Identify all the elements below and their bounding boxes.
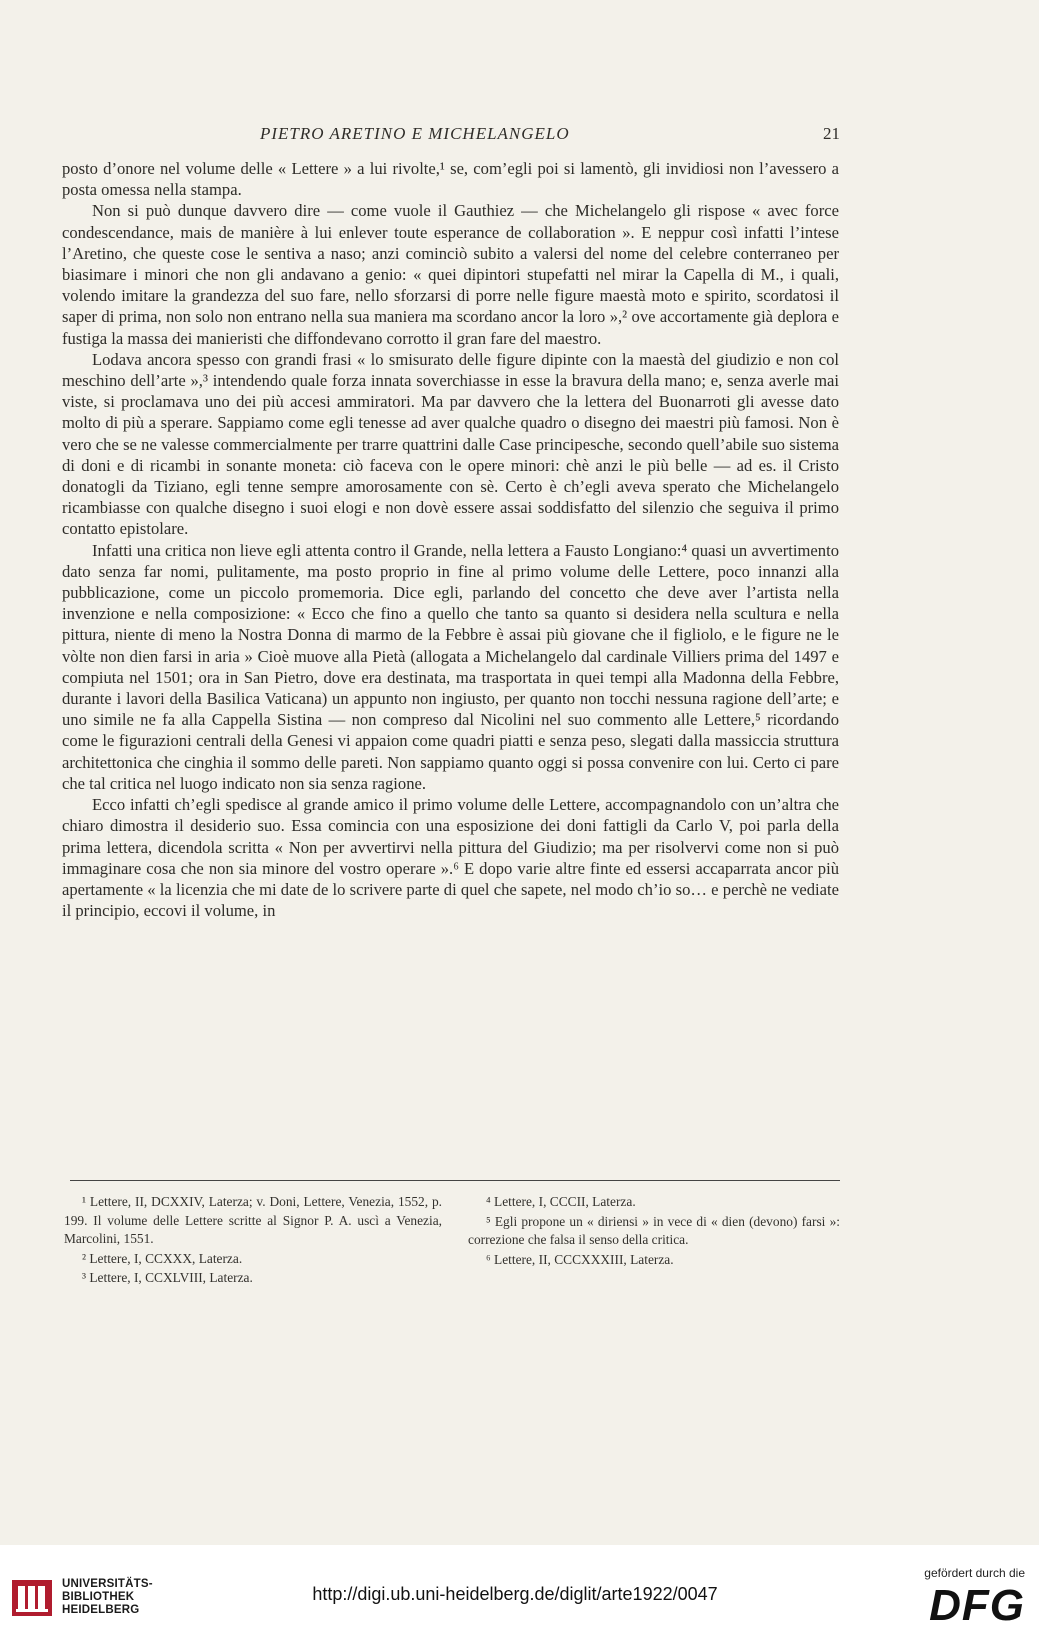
- viewer-footer: [0, 1548, 1039, 1631]
- paragraph: Non si può dunque davvero dire — come vuole il Gauthiez — che Michelangelo gli rispose « avec force condescendance, mais de manière à lui enlever toute esperance de collaboration ». E neppur così infatti l’intese l’Aretino, che queste cose le sentiva a naso; anzi cominciò subito a valersi del nome del celebre conterraneo per biasimare i minori che non gli andavano a genio: « quei dipintori stupefatti nel mirar la Capella di M., i quali, volendo imitare la grandezza del suo fare, nello sforzarsi di porre nelle figure maestà moto e spirito, scordatosi il saper di prima, non solo non entrano nella sua maniera ma scordano ancor la loro »,² ove accortamente già deplora e fustiga la massa dei manieristi che diffondevano corrotto il gran fare del maestro.: [62, 201, 839, 348]
- footnotes-left-column: [64, 1193, 442, 1289]
- footnote-rule: [70, 1180, 840, 1181]
- footnote: ³ Lettere, I, CCXLVIII, Laterza.: [82, 1270, 253, 1286]
- footnote: ¹ Lettere, II, DCXXIV, Laterza; v. Doni, Lettere, Venezia, 1552, p. 199. Il volume delle Lettere scritte al Signor P. A. uscì a Venezia, Marcolini, 1551.: [64, 1194, 442, 1247]
- page-header: [60, 124, 840, 148]
- university-library-logo[interactable]: [10, 1574, 180, 1624]
- library-name: [62, 1578, 153, 1617]
- paragraph: Lodava ancora spesso con grandi frasi « lo smisurato delle figure dipinte con la maestà del giudizio e non col meschino dell’arte »,³ intendendo quale forza innata soverchiasse in esse la bravura della mano; e, senza averle mai viste, si proclamava uno dei più accesi ammiratori. Ma par davvero che la lettera del Buonarroti gli avesse dato molto di più a sperare. Sappiamo come egli tenesse ad aver qualche quadro o disegno dei maestri più famosi. Non è vero che se ne valesse commercialmente per trarre quattrini dalle Case principesche, secondo quell’abile suo sistema di doni e di ricambi in sonante moneta: ciò faceva con le opere minori: chè anzi le più belle — ad es. il Cristo donatogli da Tiziano, egli tenne sempre amorosamente con sè. Certo è ch’egli aveva sperato che Michelangelo ricambiasse con qualche disegno i suoi elogi e non dovè essere assai soddisfatto del silenzio che seguiva il primo contatto epistolare.: [62, 349, 839, 539]
- library-name-line: HEIDELBERG: [62, 1604, 140, 1616]
- footnotes-right-column: [468, 1193, 840, 1270]
- footnote: ⁶ Lettere, II, CCCXXXIII, Laterza.: [486, 1251, 674, 1267]
- body-text: [62, 158, 839, 921]
- university-library-seal-icon: [10, 1578, 54, 1618]
- library-name-line: BIBLIOTHEK: [62, 1591, 135, 1603]
- paragraph: Infatti una critica non lieve egli attenta contro il Grande, nella lettera a Fausto Longiano:⁴ quasi un avvertimento dato senza far nomi, pulitamente, ma posto proprio in fine al primo volume delle Lettere, poco innanzi alla pubblicazione, come un piccolo promemoria. Dice egli, parlando del concetto che deve aver l’artista nella invenzione e nella composizione: « Ecco che fino a quello che tanto sa quanto si desidera nella scultura e nella pittura, niente di meno la Nostra Donna di marmo de la Febbre è assai più giovane che il figliolo, e le figure ne le vòlte non dien farsi in aria » Cioè muove alla Pietà (allogata a Michelangelo dal cardinale Villiers prima del 1497 e compiuta nel 1501; ora in San Pietro, dove era destinata, ma trasportata in quei tempi alla Madonna della Febbre, durante i lavori della Basilica Vaticana) un appunto non ingiusto, per quanto non tocchi nessuna ragione dell’arte; e uno simile ne fa alla Cappella Sistina — non compreso dal Nicolini nel suo commento alle Lettere,⁵ ricordando come le figurazioni centrali della Genesi vi appaion come quadri piatti e senza peso, slegati dalla massiccia struttura architettonica che cinghia il sommo delle pareti. Non sappiamo quanto oggi si possa convenire con lui. Certo ci pare che tal critica nel luogo indicato non sia senza ragione.: [62, 540, 839, 793]
- footnote: ⁴ Lettere, I, CCCII, Laterza.: [486, 1194, 636, 1209]
- running-head: PIETRO ARETINO E MICHELANGELO: [260, 124, 570, 143]
- paragraph: posto d’onore nel volume delle « Lettere » a lui rivolte,¹ se, com’egli poi si lamentò, gli invidiosi non l’avessero a posta omessa nella stampa.: [62, 159, 839, 200]
- library-name-line: UNIVERSITÄTS-: [62, 1578, 153, 1590]
- funder-caption: gefördert durch die: [924, 1566, 1025, 1580]
- page-number: 21: [823, 124, 840, 143]
- permalink-url[interactable]: http://digi.ub.uni-heidelberg.de/diglit/arte1922/0047: [312, 1584, 718, 1604]
- dfg-logo[interactable]: DFG: [929, 1581, 1025, 1630]
- paragraph: Ecco infatti ch’egli spedisce al grande amico il primo volume delle Lettere, accompagnandolo con un’altra che chiaro dimostra il desiderio suo. Essa comincia con una esposizione dei doni fattigli da Carlo V, poi parla della prima lettera, dicendola scritta « Non per avvertirvi nella pittura del Giudizio; ma per risolvervi come non si può immaginare cosa che non sia minore del vostro operare ».⁶ E dopo varie altre finte ed essersi accaparrata ancor più apertamente « la licenzia che mi date de lo scrivere parte di quel che sapete, nel modo ch’io so… e perchè ne vediate il principio, eccovi il volume, in: [62, 795, 839, 921]
- footnote: ⁵ Egli propone un « diriensi » in vece di « dien (devono) farsi »: correzione che falsa il senso della critica.: [468, 1213, 840, 1248]
- footnote: ² Lettere, I, CCXXX, Laterza.: [82, 1250, 243, 1266]
